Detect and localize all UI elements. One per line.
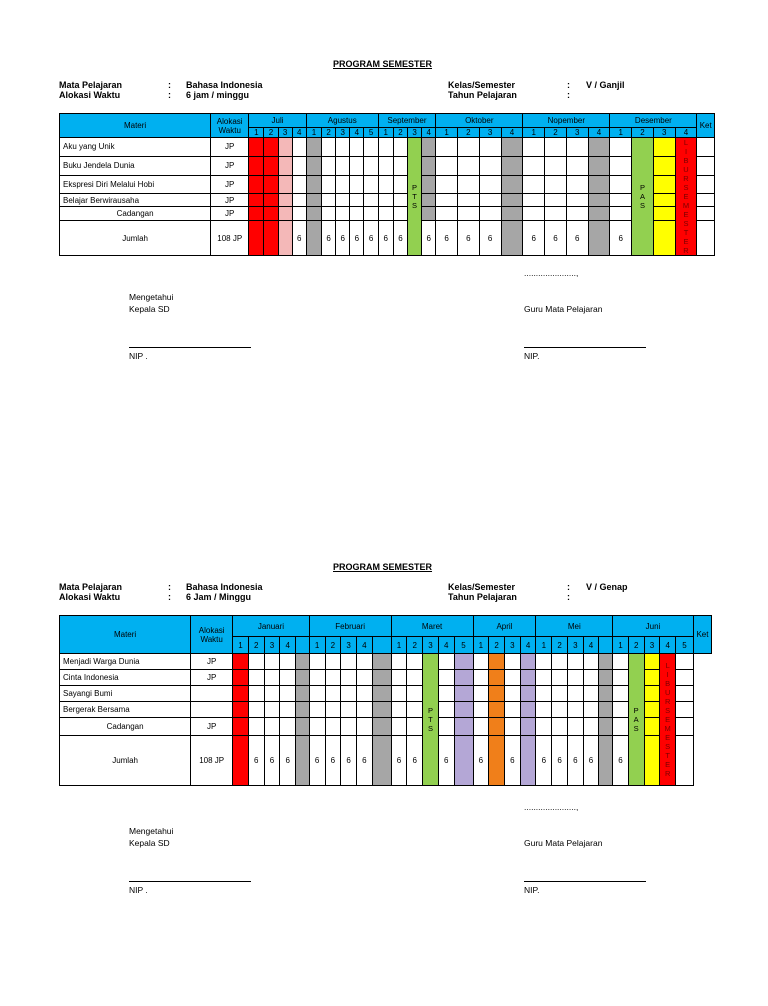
mapel-value: Bahasa Indonesia: [186, 582, 263, 592]
alokasi-header: Alokasi Waktu: [191, 616, 233, 654]
month-header: September: [378, 114, 436, 128]
alokasi-cell: JP: [191, 654, 233, 670]
signature-line: [129, 347, 251, 348]
nip-left: NIP .: [129, 885, 148, 895]
alokasi-value: 6 Jam / Minggu: [186, 592, 252, 602]
materi-cell: Bergerak Bersama: [60, 702, 191, 718]
mapel-label: Mata Pelajaran: [59, 80, 123, 90]
month-header: Juni: [613, 616, 694, 637]
mengetahui-label: Mengetahui: [129, 292, 174, 302]
pts-label: P T S: [412, 183, 418, 210]
month-header: Agustus: [306, 114, 378, 128]
colon: :: [567, 80, 570, 90]
signature-line: [129, 881, 251, 882]
pas-label: P A S: [633, 706, 639, 733]
alokasi-value: 6 jam / minggu: [186, 90, 250, 100]
ket-header: Ket: [697, 114, 715, 138]
materi-cell: Cadangan: [60, 718, 191, 736]
materi-cell: Menjadi Warga Dunia: [60, 654, 191, 670]
month-header: Maret: [391, 616, 473, 637]
materi-cell: Ekspresi Diri Melalui Hobi: [60, 175, 211, 194]
alokasi-cell: JP: [211, 175, 249, 194]
page-title-1: PROGRAM SEMESTER: [333, 59, 433, 69]
jumlah-value: 108 JP: [191, 736, 233, 786]
month-header: Oktober: [436, 114, 523, 128]
nip-left: NIP .: [129, 351, 148, 361]
tahun-label: Tahun Pelajaran: [448, 592, 517, 602]
nip-right: NIP.: [524, 885, 540, 895]
month-header: Nopember: [523, 114, 610, 128]
colon: :: [567, 592, 570, 602]
colon: :: [168, 592, 171, 602]
jumlah-value: 108 JP: [211, 221, 249, 256]
month-header: Desember: [610, 114, 697, 128]
colon: :: [168, 582, 171, 592]
kelas-label: Kelas/Semester: [448, 80, 516, 90]
kelas-value: V / Genap: [586, 582, 628, 592]
signature-line: [524, 881, 646, 882]
schedule-table-2: Materi Alokasi Waktu Januari Februari Maret April Mei Juni Ket 1 2 3 4 1 2 3 4 1 2 3 4 5 1 2 3 4 1 2 3 4 1 2 3 4 5 Menjadi Warga Dunia JP P T S P A S L I B U R S E M E S T E R Cinta Indonesia JP Sayangi Bumi Bergerak Bersama Cadangan JP Jumlah 108 JP 6 6 6 6 6 6 6 6 6 6 6 6 6 6 6 6 6: [59, 615, 712, 786]
materi-cell: Belajar Berwirausaha: [60, 194, 211, 207]
month-header: Februari: [309, 616, 391, 637]
alokasi-label: Alokasi Waktu: [59, 90, 121, 100]
kelas-value: V / Ganjil: [586, 80, 625, 90]
alokasi-cell: JP: [191, 718, 233, 736]
month-header: Juli: [249, 114, 307, 128]
month-header: April: [473, 616, 536, 637]
colon: :: [567, 90, 570, 100]
materi-header: Materi: [60, 616, 191, 654]
alokasi-cell: JP: [211, 194, 249, 207]
libur-label: L I B U R S E M E S T E R: [664, 661, 671, 778]
alokasi-cell: JP: [211, 156, 249, 175]
pts-label: P T S: [427, 706, 433, 733]
month-header: Januari: [233, 616, 310, 637]
alokasi-cell: [191, 686, 233, 702]
alokasi-label: Alokasi Waktu: [59, 592, 121, 602]
mapel-label: Mata Pelajaran: [59, 582, 123, 592]
materi-header: Materi: [60, 114, 211, 138]
jumlah-label: Jumlah: [60, 221, 211, 256]
schedule-table-1: Materi Alokasi Waktu Juli Agustus September Oktober Nopember Desember Ket 1 2 3 4 1 2 3 4 5 1 2 3 4 1 2 3 4 1 2 3 4 1 2 3 4 Aku yang Unik JP P T S P A S L I B U R S E M E S T E R Buku Jendela Dunia JP Ekspresi Diri Melalui Hobi JP Belajar Berwirausaha JP Cadangan JP Jumlah 108 JP 6 6 6 6 6 6 6 6 6 6 6 6 6 6 6: [59, 113, 715, 256]
materi-cell: Buku Jendela Dunia: [60, 156, 211, 175]
kepala-label: Kepala SD: [129, 304, 170, 314]
mengetahui-label: Mengetahui: [129, 826, 174, 836]
kepala-label: Kepala SD: [129, 838, 170, 848]
jumlah-label: Jumlah: [60, 736, 191, 786]
alokasi-header: Alokasi Waktu: [211, 114, 249, 138]
place-date: ......................,: [524, 802, 579, 812]
month-header: Mei: [536, 616, 613, 637]
kelas-label: Kelas/Semester: [448, 582, 516, 592]
page-title-2: PROGRAM SEMESTER: [333, 562, 433, 572]
alokasi-cell: JP: [191, 670, 233, 686]
nip-right: NIP.: [524, 351, 540, 361]
materi-cell: Cinta Indonesia: [60, 670, 191, 686]
alokasi-cell: JP: [211, 206, 249, 221]
guru-label: Guru Mata Pelajaran: [524, 304, 603, 314]
pas-label: P A S: [639, 183, 645, 210]
materi-cell: Aku yang Unik: [60, 138, 211, 157]
signature-line: [524, 347, 646, 348]
materi-cell: Cadangan: [60, 206, 211, 221]
tahun-label: Tahun Pelajaran: [448, 90, 517, 100]
alokasi-cell: JP: [211, 138, 249, 157]
colon: :: [168, 90, 171, 100]
mapel-value: Bahasa Indonesia: [186, 80, 263, 90]
materi-cell: Sayangi Bumi: [60, 686, 191, 702]
colon: :: [168, 80, 171, 90]
place-date: ......................,: [524, 268, 579, 278]
guru-label: Guru Mata Pelajaran: [524, 838, 603, 848]
ket-header: Ket: [693, 616, 711, 654]
colon: :: [567, 582, 570, 592]
libur-label: L I B U R S E M E S T E R: [682, 138, 690, 255]
alokasi-cell: [191, 702, 233, 718]
